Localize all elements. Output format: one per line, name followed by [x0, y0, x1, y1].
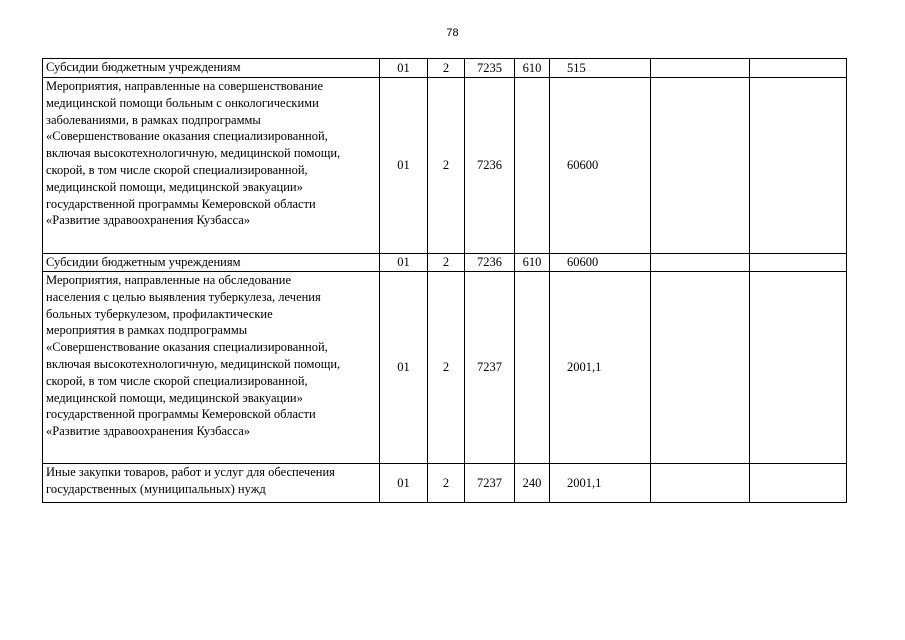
- cell-program: 2: [428, 78, 465, 254]
- row-name: [43, 78, 380, 254]
- table-row: [43, 254, 847, 272]
- cell-empty-8: [750, 272, 847, 464]
- cell-code: 7237: [465, 464, 515, 503]
- name-line: Субсидии бюджетным учреждениям: [46, 60, 241, 74]
- name-line: государственной программы Кемеровской области: [46, 196, 316, 211]
- cell-empty-8: [750, 254, 847, 272]
- cell-empty-7: [651, 272, 750, 464]
- name-line: заболеваниями, в рамках подпрограммы: [46, 112, 261, 127]
- cell-empty-8: [750, 78, 847, 254]
- name-line: скорой, в том числе скорой специализированной,: [46, 162, 308, 177]
- cell-section: 01: [380, 272, 428, 464]
- name-line: «Совершенствование оказания специализированной,: [46, 340, 328, 355]
- cell-empty-7: [651, 464, 750, 503]
- cell-section: 01: [380, 464, 428, 503]
- cell-amount: 2001,1: [550, 272, 651, 464]
- cell-program: 2: [428, 254, 465, 272]
- name-line: Субсидии бюджетным учреждениям: [46, 255, 241, 269]
- cell-amount: 60600: [550, 254, 651, 272]
- name-line: медицинской помощи, медицинской эвакуации»: [46, 390, 303, 405]
- name-line: Мероприятия, направленные на совершенствование: [46, 79, 324, 93]
- table-row: [43, 59, 847, 78]
- cell-amount: 60600: [550, 78, 651, 254]
- cell-program: 2: [428, 464, 465, 503]
- table-row: [43, 464, 847, 503]
- name-line: Мероприятия, направленные на обследование: [46, 273, 292, 287]
- cell-section: 01: [380, 78, 428, 254]
- cell-type: 240: [515, 464, 550, 503]
- table-row: [43, 272, 847, 464]
- name-line: больных туберкулезом, профилактические: [46, 306, 273, 321]
- row-name: [43, 254, 380, 272]
- name-line: медицинской помощи больным с онкологическими: [46, 95, 319, 110]
- name-line: государственных (муниципальных) нужд: [46, 481, 266, 496]
- cell-code: 7236: [465, 254, 515, 272]
- cell-empty-7: [651, 78, 750, 254]
- cell-empty-8: [750, 464, 847, 503]
- budget-table: [42, 58, 847, 503]
- name-line: «Развитие здравоохранения Кузбасса»: [46, 424, 251, 439]
- cell-empty-8: [750, 59, 847, 78]
- cell-empty-7: [651, 59, 750, 78]
- cell-code: 7235: [465, 59, 515, 78]
- name-line: населения с целью выявления туберкулеза, лечения: [46, 289, 321, 304]
- row-name: [43, 59, 380, 78]
- cell-code: 7236: [465, 78, 515, 254]
- name-line: Иные закупки товаров, работ и услуг для обеспечения: [46, 465, 335, 479]
- cell-amount: 515: [550, 59, 651, 78]
- name-line: медицинской помощи, медицинской эвакуации»: [46, 179, 303, 194]
- cell-type: 610: [515, 59, 550, 78]
- name-line: скорой, в том числе скорой специализированной,: [46, 373, 308, 388]
- cell-program: 2: [428, 59, 465, 78]
- table-row: [43, 78, 847, 254]
- page-number: 78: [446, 27, 459, 39]
- cell-code: 7237: [465, 272, 515, 464]
- name-line: государственной программы Кемеровской области: [46, 407, 316, 422]
- name-line: «Совершенствование оказания специализированной,: [46, 129, 328, 144]
- cell-section: 01: [380, 59, 428, 78]
- cell-section: 01: [380, 254, 428, 272]
- row-name: [43, 464, 380, 503]
- name-line: включая высокотехнологичную, медицинской помощи,: [46, 146, 341, 161]
- cell-type: 610: [515, 254, 550, 272]
- name-line: мероприятия в рамках подпрограммы: [46, 323, 248, 338]
- cell-program: 2: [428, 272, 465, 464]
- cell-type: [515, 272, 550, 464]
- cell-empty-7: [651, 254, 750, 272]
- cell-amount: 2001,1: [550, 464, 651, 503]
- name-line: включая высокотехнологичную, медицинской помощи,: [46, 356, 341, 371]
- name-line: «Развитие здравоохранения Кузбасса»: [46, 213, 251, 228]
- row-name: [43, 272, 380, 464]
- cell-type: [515, 78, 550, 254]
